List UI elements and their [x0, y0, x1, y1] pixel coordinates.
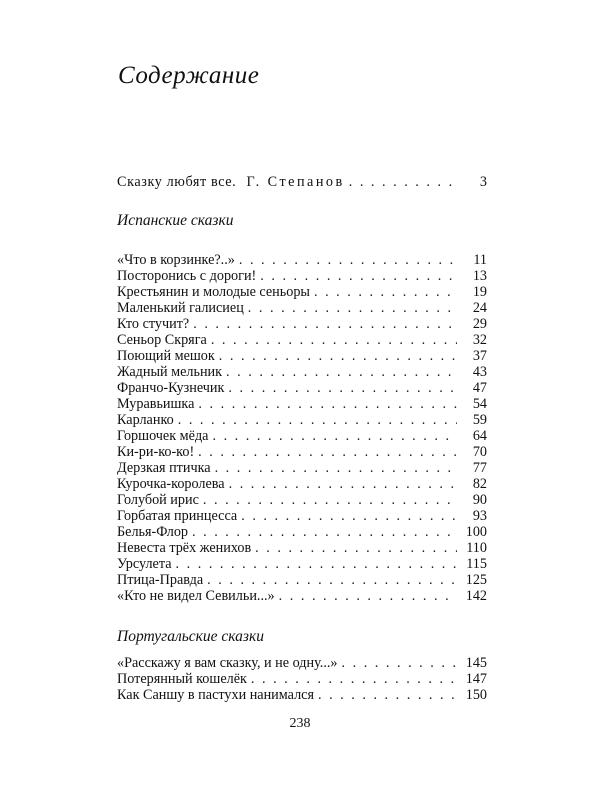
- entry-title: Курочка-королева: [117, 476, 225, 492]
- toc-entry: [117, 300, 487, 316]
- page-number: 59: [472, 412, 487, 428]
- leader-dots: [248, 300, 457, 316]
- page-number: 82: [472, 476, 487, 492]
- section-title-portuguese: Португальские сказки: [117, 628, 264, 645]
- toc-entry: [117, 444, 487, 460]
- toc-entry: [117, 655, 487, 671]
- leader-dots: [178, 412, 457, 428]
- page-number: 32: [472, 332, 487, 348]
- toc-entry: [117, 556, 487, 572]
- leader-dots: [219, 348, 457, 364]
- entry-title: Невеста трёх женихов: [117, 540, 252, 556]
- page-number: 70: [472, 444, 487, 460]
- page-folio-number: 238: [289, 716, 311, 731]
- toc-entry: [117, 332, 487, 348]
- leader-dots: [239, 252, 457, 268]
- page-number: 19: [472, 284, 487, 300]
- leader-dots: [228, 380, 457, 396]
- toc-entry: [117, 671, 487, 687]
- page-number: 142: [465, 588, 487, 604]
- entry-title: Птица-Правда: [117, 572, 204, 588]
- leader-dots: [226, 364, 457, 380]
- toc-entry: [117, 524, 487, 540]
- leader-dots: [279, 588, 457, 604]
- entry-title: «Кто не видел Севильи...»: [117, 588, 275, 604]
- toc-entry: [117, 687, 487, 703]
- leader-dots: [198, 396, 457, 412]
- toc-entry: [117, 588, 487, 604]
- entry-title: Жадный мельник: [117, 364, 223, 380]
- leader-dots: [342, 655, 457, 671]
- leader-dots: [203, 492, 457, 508]
- entry-title: Урсулета: [117, 556, 172, 572]
- entry-title: Горшочек мёда: [117, 428, 209, 444]
- entry-title: «Расскажу я вам сказку, и не одну...»: [117, 655, 338, 671]
- entry-title: Голубой ирис: [117, 492, 199, 508]
- entry-title: Дерзкая птичка: [117, 460, 211, 476]
- section-title-spanish: Испанские сказки: [117, 212, 234, 229]
- leader-dots: [349, 174, 457, 190]
- toc-entry: [117, 268, 487, 284]
- leader-dots: [207, 572, 457, 588]
- toc-entry: [117, 508, 487, 524]
- page-number: 47: [472, 380, 487, 396]
- entry-title: Потерянный кошелёк: [117, 671, 247, 687]
- entry-title: Белья-Флор: [117, 524, 189, 540]
- entry-title: Горбатая принцесса: [117, 508, 238, 524]
- entry-title: Кто стучит?: [117, 316, 190, 332]
- toc-entry: [117, 396, 487, 412]
- intro-author: Г. Степанов: [246, 174, 345, 190]
- toc-entry: [117, 412, 487, 428]
- page-number: 29: [472, 316, 487, 332]
- leader-dots: [211, 332, 457, 348]
- toc-entry: [117, 540, 487, 556]
- toc-entry: [117, 348, 487, 364]
- entry-title: Крестьянин и молодые сеньоры: [117, 284, 310, 300]
- leader-dots: [176, 556, 457, 572]
- page-number: 115: [466, 556, 487, 572]
- page-number: 64: [472, 428, 487, 444]
- page-number: 11: [473, 252, 487, 268]
- page-number: 110: [466, 540, 487, 556]
- toc-entry: [117, 284, 487, 300]
- entry-title: Маленький галисиец: [117, 300, 244, 316]
- page-number: 100: [465, 524, 487, 540]
- entry-title: Сеньор Скряга: [117, 332, 207, 348]
- page-number: 54: [472, 396, 487, 412]
- toc-entry: [117, 364, 487, 380]
- entry-title: Франчо-Кузнечик: [117, 380, 225, 396]
- leader-dots: [255, 540, 457, 556]
- toc-entry: [117, 316, 487, 332]
- toc-entry: [117, 428, 487, 444]
- page-number: 145: [465, 655, 487, 671]
- leader-dots: [314, 284, 457, 300]
- leader-dots: [251, 671, 457, 687]
- leader-dots: [212, 428, 457, 444]
- leader-dots: [318, 687, 457, 703]
- page-number: 147: [465, 671, 487, 687]
- page-number: 37: [472, 348, 487, 364]
- entry-title: Как Саншу в пастухи нанимался: [117, 687, 314, 703]
- leader-dots: [192, 524, 457, 540]
- page-number: 43: [472, 364, 487, 380]
- toc-entry: [117, 492, 487, 508]
- intro-text: Сказку любят все.: [117, 174, 237, 190]
- entry-title: «Что в корзинке?..»: [117, 252, 235, 268]
- page-title: Содержание: [118, 62, 260, 89]
- leader-dots: [193, 316, 457, 332]
- page-number: 13: [472, 268, 487, 284]
- leader-dots: [229, 476, 457, 492]
- entry-title: Ки-ри-ко-ко!: [117, 444, 195, 460]
- entry-title: Поющий мешок: [117, 348, 215, 364]
- page-number: 24: [472, 300, 487, 316]
- entry-title: Карланко: [117, 412, 174, 428]
- toc-entry: [117, 476, 487, 492]
- entry-title: Муравьишка: [117, 396, 195, 412]
- page-number: 77: [472, 460, 487, 476]
- toc-entry: [117, 572, 487, 588]
- page-number: 125: [465, 572, 487, 588]
- page-number: 150: [465, 687, 487, 703]
- leader-dots: [215, 460, 457, 476]
- entry-title: Посторонись с дороги!: [117, 268, 257, 284]
- toc-entry: [117, 380, 487, 396]
- leader-dots: [198, 444, 457, 460]
- page-number: 3: [479, 174, 487, 190]
- toc-entry: [117, 252, 487, 268]
- page-number: 93: [472, 508, 487, 524]
- page-number: 90: [472, 492, 487, 508]
- toc-entry-intro: [117, 174, 487, 190]
- leader-dots: [241, 508, 457, 524]
- toc-entry: [117, 460, 487, 476]
- leader-dots: [260, 268, 457, 284]
